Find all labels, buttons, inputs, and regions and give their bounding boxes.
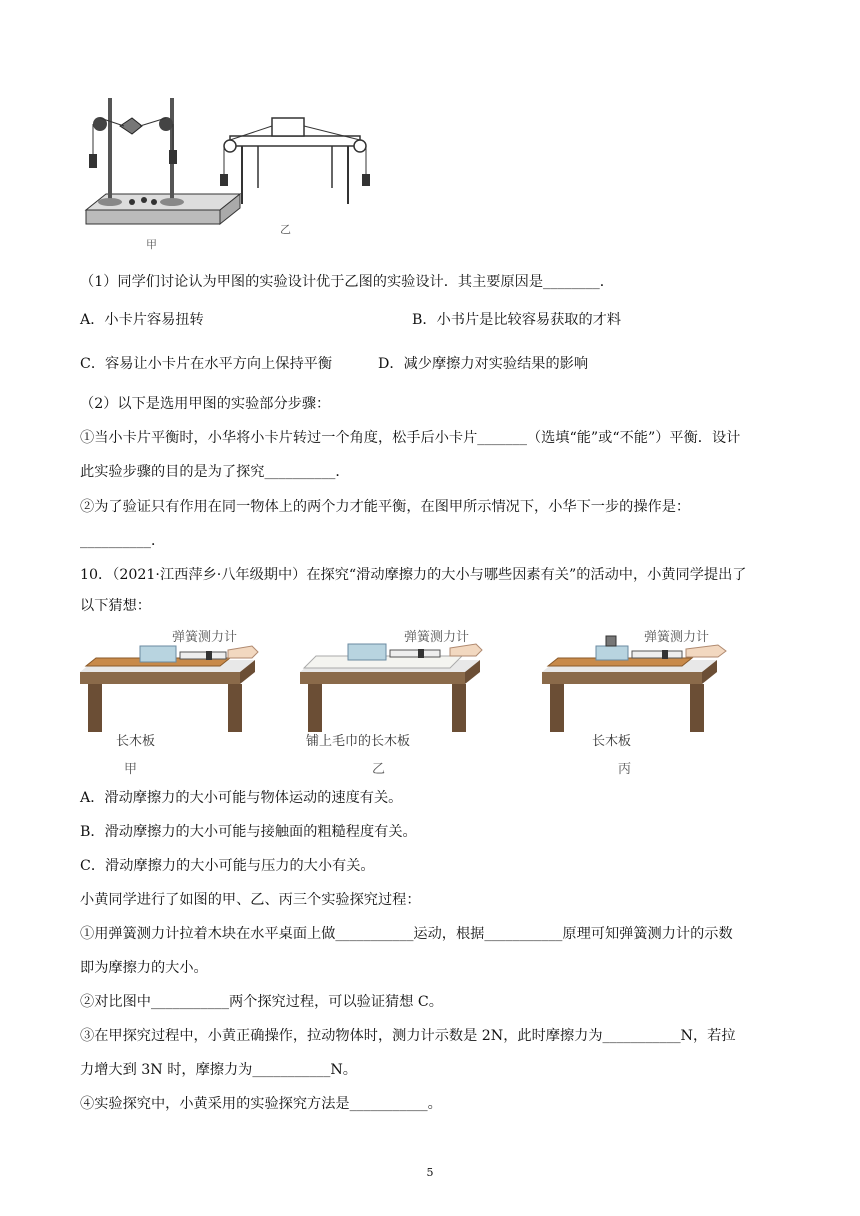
friction-figure-bing [542,622,742,734]
yi-board-label: 铺上毛巾的长木板 [306,734,411,749]
q9-option-b: B．小书片是比较容易获取的才料 [412,312,622,328]
q9-step2-line2: __________． [80,533,166,549]
q10-guess-b: B．滑动摩擦力的大小可能与接触面的粗糙程度有关。 [80,824,417,840]
q10-s4: ④实验探究中，小黄采用的实验探究方法是___________。 [80,1096,442,1112]
jia-name: 甲 [124,762,138,777]
q9-part1: （1）同学们讨论认为甲图的实验设计优于乙图的实验设计．其主要原因是________． [80,274,614,290]
q10-s2: ②对比图中___________两个探究过程，可以验证猜想 C。 [80,994,443,1010]
bing-board-label: 长木板 [592,734,632,749]
bing-meter-label: 弹簧测力计 [644,630,710,645]
q9-option-c: C．容易让小卡片在水平方向上保持平衡 [80,356,333,372]
yi-meter-label: 弹簧测力计 [404,630,470,645]
q10-guess-c: C．滑动摩擦力的大小可能与压力的大小有关。 [80,858,375,874]
q10-s1-line2: 即为摩擦力的大小。 [80,960,208,976]
q9-part2: （2）以下是选用甲图的实验部分步骤： [80,396,331,412]
q9-option-d: D．减少摩擦力对实验结果的影响 [378,356,589,372]
q9-step1-line2: 此实验步骤的目的是为了探究__________． [80,464,350,480]
jia-board-label: 长木板 [116,734,156,749]
jia-meter-label: 弹簧测力计 [172,630,238,645]
figure1-label-jia: 甲 [146,238,157,251]
figure1-label-yi: 乙 [280,223,291,236]
q10-guess-a: A．滑动摩擦力的大小可能与物体运动的速度有关。 [80,790,403,806]
q10-s3-line1: ③在甲探究过程中，小黄正确操作，拉动物体时，测力计示数是 2N，此时摩擦力为___________N，若拉 [80,1028,736,1044]
q10-s1-line1: ①用弹簧测力计拉着木块在水平桌面上做___________运动，根据___________原理可知弹簧测力计的示数 [80,926,733,942]
q10-intro-line2: 以下猜想： [80,598,151,614]
q10-s3-line2: 力增大到 3N 时，摩擦力为___________N。 [80,1062,357,1078]
q9-step1-line1: ①当小卡片平衡时，小华将小卡片转过一个角度，松手后小卡片_______（选填“能”或“不能”）平衡．设计 [80,430,741,446]
bing-name: 丙 [618,762,632,777]
balance-apparatus-figure [80,88,370,256]
q10-intro-line1: 10．（2021·江西萍乡·八年级期中）在探究“滑动摩擦力的大小与哪些因素有关”的活动中，小黄同学提出了 [80,567,747,583]
q9-option-a: A．小卡片容易扭转 [80,312,204,328]
q10-process: 小黄同学进行了如图的甲、乙、丙三个实验探究过程： [80,892,421,908]
page-number: 5 [426,1166,434,1179]
yi-name: 乙 [372,762,386,777]
q9-step2-line1: ②为了验证只有作用在同一物体上的两个力才能平衡，在图甲所示情况下，小华下一步的操作是： [80,499,691,515]
